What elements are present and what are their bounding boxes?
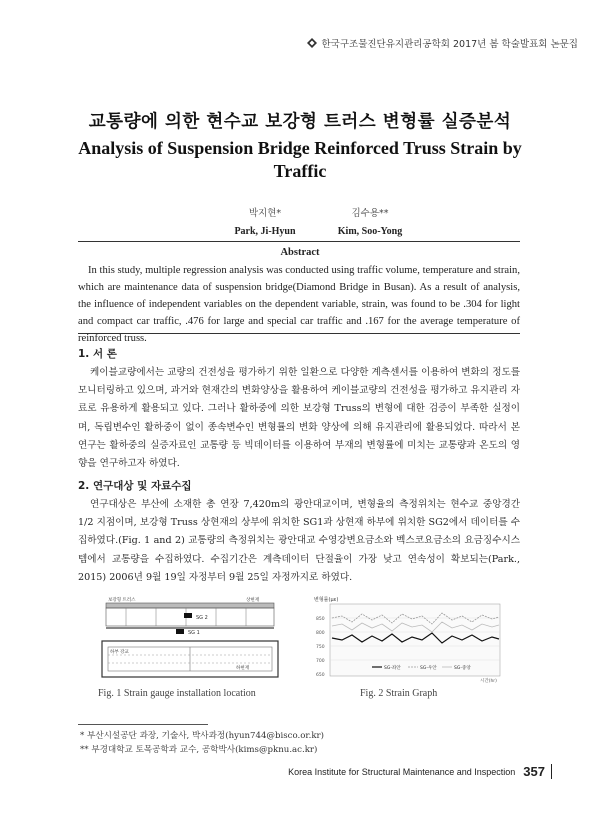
page-number: 357 <box>523 764 552 779</box>
figure-1-svg <box>96 593 284 685</box>
figure-2-caption: Fig. 2 Strain Graph <box>360 688 438 699</box>
footnote-2: ** 부경대학교 토목공학과 교수, 공학박사(kims@pknu.ac.kr) <box>80 745 318 755</box>
abstract-title: Abstract <box>280 247 320 258</box>
author-1 <box>230 205 300 237</box>
lower-deck-label: 하부 강교 <box>110 650 129 655</box>
legend-sg-right: SG-우안 <box>420 666 437 671</box>
truss-label: 보강형 트러스 <box>108 598 136 603</box>
author-2 <box>330 205 410 237</box>
section-1-body: 케이블교량에서는 교량의 건전성을 평가하기 위한 일환으로 다양한 계측센서를 이용하여 변화의 정도를 모니터링하고 있으며, 과거와 현재간의 변화양상을 활용하여 케이블교량의 건전성을 평가하고 유지관리 자료로 유용하게 활용되고 있다. 그러나 활하중에 의한 보강형 Truss의 변형에 대한 검증이 부족한 실정이며, 독립변수인 활하중이 없이 종속변수인 변형률의 변화 양상에 의해 유지관리에 활용되었다. 따라서 본 연구는 활하중의 실증자료인 교통량 등 빅데이터를 이용하여 부재의 변형률에 미치는 교통량과 온도의 영향을 연구하고자 하였다. <box>78 367 520 470</box>
figure-2-ylabel: 변형률(με) <box>314 597 339 603</box>
abstract-bottom-rule <box>78 333 520 334</box>
author-2-name-en: Kim, Soo-Yong <box>337 226 403 237</box>
legend-sg-left: SG-좌안 <box>384 666 401 671</box>
figure-1-caption: Fig. 1 Strain gauge installation location <box>98 688 256 699</box>
figure-2-graph <box>312 594 504 686</box>
abstract-top-rule <box>78 241 520 242</box>
ytick-700: 700 <box>316 659 325 664</box>
paper-title-korean: 교통량에 의한 현수교 보강형 트러스 변형률 실증분석 <box>88 112 512 132</box>
footer-org: Korea Institute for Structural Maintenance and Inspection <box>288 766 516 777</box>
figure-2-svg <box>312 594 504 686</box>
paper-title-english: Analysis of Suspension Bridge Reinforced Truss Strain by Traffic <box>78 138 522 181</box>
journal-header <box>307 36 578 50</box>
footnote-rule <box>78 724 208 725</box>
upper-chord-label: 상현재 <box>246 598 260 603</box>
abstract-body: In this study, multiple regression analysis was conducted using traffic volume, temperature and strain, which are maintenance data of suspension bridge(Diamond Bridge in Busan). As a result of analysis, the influence of independent variables on the dependent variable, strain, was found to be .304 for light and compact car traffic, .476 for large and special car traffic and .167 for the average temperature of reinforced truss. <box>78 265 520 344</box>
sg2-label: SG 2 <box>196 615 208 621</box>
ytick-650: 650 <box>316 673 325 678</box>
figure-1-diagram <box>96 593 284 685</box>
society-logo-icon <box>307 38 317 48</box>
section-2-heading: 2. 연구대상 및 자료수집 <box>78 480 192 492</box>
ytick-850: 850 <box>316 617 325 622</box>
sg1-label: SG 1 <box>188 630 200 636</box>
ytick-750: 750 <box>316 645 325 650</box>
figure-2-xlabel: 시간(hr) <box>480 679 497 684</box>
section-1-heading: 1. 서 론 <box>78 348 117 360</box>
author-2-name-ko: 김수용** <box>351 208 389 219</box>
section-2-body: 연구대상은 부산에 소재한 총 연장 7,420m의 광안대교이며, 변형율의 측정위치는 현수교 중앙경간 1/2 지점이며, 보강형 Truss 상현재의 상부에 위치한 SG1과 상현재 하부에 위치한 SG2에서 데이터를 수집하였다.(Fig. 1 and 2) 교통량의 측정위치는 광안대교 수영강변요금소와 벡스코요금소의 요금징수시스템에서 교통량을 수집하였다. 수집기간은 계측데이터 단절율이 가장 낮고 연속성이 확보되는(Park., 2015) 2006년 9월 19일 자정부터 9월 25일 자정까지로 하였다. <box>78 499 520 583</box>
footnote-1: * 부산시설공단 과장, 기술사, 박사과정(hyun744@bisco.or.kr) <box>80 731 324 741</box>
author-1-name-ko: 박지현* <box>248 208 282 219</box>
ytick-800: 800 <box>316 631 325 636</box>
author-1-name-en: Park, Ji-Hyun <box>234 226 296 237</box>
page-footer <box>288 764 552 779</box>
journal-header-text: 한국구조물진단유지관리공학회 2017년 봄 학술발표회 논문집 <box>321 39 578 50</box>
lower-chord-label: 하현재 <box>236 666 250 671</box>
legend-sg-center: SG-중앙 <box>454 666 471 671</box>
